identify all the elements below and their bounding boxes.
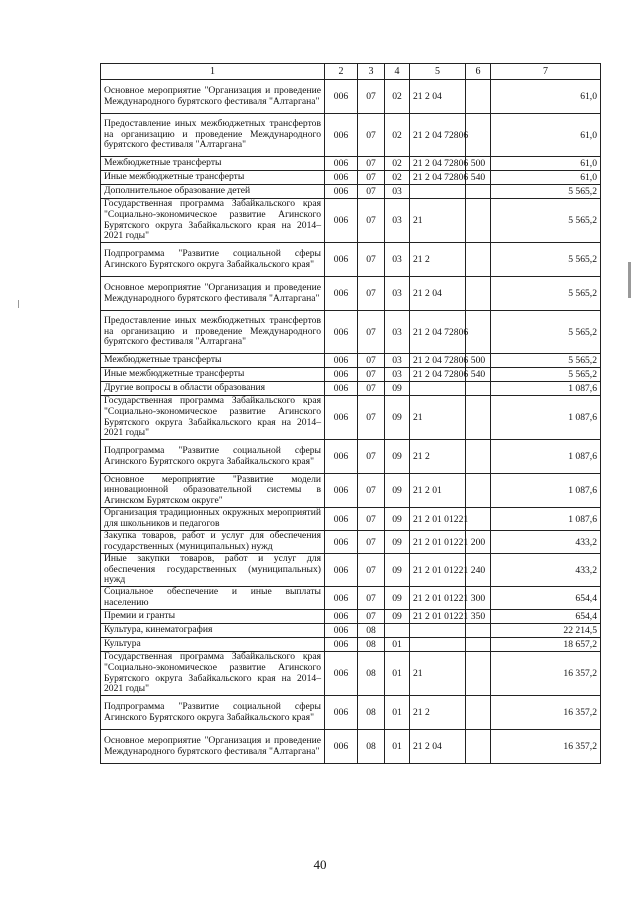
row-c5-cell: 21 2 (410, 440, 466, 474)
table-row (101, 610, 601, 624)
row-name-cell: Другие вопросы в области образования (101, 382, 325, 396)
row-c7-cell: 5 565,2 (491, 368, 601, 382)
table-row (101, 277, 601, 311)
row-c4-cell: 09 (385, 440, 410, 474)
row-c5-cell: 21 (410, 396, 466, 440)
row-c4-cell: 09 (385, 554, 410, 587)
row-c6-cell (466, 508, 491, 531)
row-name-cell: Основное мероприятие "Организация и проведение Международного бурятского фестиваля "Алтаргана" (101, 277, 325, 311)
table-row (101, 508, 601, 531)
row-c2-cell: 006 (325, 157, 358, 171)
row-c5-cell: 21 2 01 01221 (410, 610, 466, 624)
row-c2-cell: 006 (325, 696, 358, 730)
row-c4-cell: 09 (385, 474, 410, 508)
row-c2-cell: 006 (325, 624, 358, 638)
row-c3-cell: 07 (358, 554, 385, 587)
row-name-cell: Культура, кинематография (101, 624, 325, 638)
table-row (101, 171, 601, 185)
row-c7-cell: 433,2 (491, 531, 601, 554)
column-header: 6 (466, 64, 491, 80)
row-c6-cell (466, 440, 491, 474)
table-row (101, 114, 601, 157)
row-c5-cell: 21 2 04 72806 (410, 171, 466, 185)
row-c6-cell: 350 (466, 610, 491, 624)
table-row (101, 311, 601, 354)
row-name-cell: Премии и гранты (101, 610, 325, 624)
row-c7-cell: 433,2 (491, 554, 601, 587)
row-c3-cell: 07 (358, 80, 385, 114)
row-c7-cell: 1 087,6 (491, 508, 601, 531)
row-name-cell: Иные межбюджетные трансферты (101, 171, 325, 185)
row-c6-cell (466, 277, 491, 311)
row-c5-cell: 21 2 01 01221 (410, 531, 466, 554)
row-c7-cell: 16 357,2 (491, 730, 601, 764)
row-c5-cell: 21 2 04 72806 (410, 354, 466, 368)
row-c6-cell (466, 652, 491, 696)
row-c3-cell: 07 (358, 185, 385, 199)
row-c3-cell: 07 (358, 474, 385, 508)
row-name-cell: Культура (101, 638, 325, 652)
row-c3-cell: 07 (358, 277, 385, 311)
row-c4-cell: 03 (385, 199, 410, 243)
row-name-cell: Подпрограмма "Развитие социальной сферы Агинского Бурятского округа Забайкальского края" (101, 696, 325, 730)
row-c5-cell: 21 2 04 72806 (410, 114, 466, 157)
row-c2-cell: 006 (325, 652, 358, 696)
row-c6-cell (466, 243, 491, 277)
row-c3-cell: 07 (358, 354, 385, 368)
row-c3-cell: 08 (358, 638, 385, 652)
row-name-cell: Государственная программа Забайкальского края "Социально-экономическое развитие Агинского Бурятского округа Забайкальского края на 2014–2021 годы" (101, 652, 325, 696)
row-name-cell: Иные межбюджетные трансферты (101, 368, 325, 382)
row-name-cell: Подпрограмма "Развитие социальной сферы Агинского Бурятского округа Забайкальского края" (101, 243, 325, 277)
row-c7-cell: 5 565,2 (491, 185, 601, 199)
row-c6-cell (466, 311, 491, 354)
row-c2-cell: 006 (325, 185, 358, 199)
table-row (101, 185, 601, 199)
row-c6-cell (466, 624, 491, 638)
column-header: 1 (101, 64, 325, 80)
row-c4-cell: 03 (385, 311, 410, 354)
row-name-cell: Предоставление иных межбюджетных трансфертов на организацию и проведение Международного бурятского фестиваля "Алтаргана" (101, 114, 325, 157)
row-c2-cell: 006 (325, 243, 358, 277)
row-c7-cell: 5 565,2 (491, 354, 601, 368)
row-c4-cell: 01 (385, 730, 410, 764)
row-c4-cell: 09 (385, 587, 410, 610)
row-c5-cell: 21 2 01 01221 (410, 554, 466, 587)
row-c5-cell: 21 (410, 199, 466, 243)
row-c6-cell: 500 (466, 157, 491, 171)
table-row (101, 624, 601, 638)
row-c5-cell (410, 382, 466, 396)
row-c7-cell: 5 565,2 (491, 199, 601, 243)
row-c5-cell: 21 (410, 652, 466, 696)
row-c4-cell: 09 (385, 396, 410, 440)
row-c3-cell: 07 (358, 587, 385, 610)
column-header: 5 (410, 64, 466, 80)
row-c3-cell: 07 (358, 382, 385, 396)
row-c3-cell: 07 (358, 243, 385, 277)
row-name-cell: Государственная программа Забайкальского края "Социально-экономическое развитие Агинского Бурятского округа Забайкальского края на 2014–2021 годы" (101, 396, 325, 440)
row-c5-cell: 21 2 04 72806 (410, 157, 466, 171)
column-header: 3 (358, 64, 385, 80)
table-row (101, 382, 601, 396)
row-c7-cell: 1 087,6 (491, 396, 601, 440)
row-c2-cell: 006 (325, 554, 358, 587)
row-c3-cell: 07 (358, 610, 385, 624)
row-c3-cell: 07 (358, 157, 385, 171)
row-c2-cell: 006 (325, 114, 358, 157)
row-c2-cell: 006 (325, 508, 358, 531)
row-c4-cell: 02 (385, 157, 410, 171)
row-c2-cell: 006 (325, 382, 358, 396)
row-c5-cell (410, 638, 466, 652)
row-c4-cell (385, 624, 410, 638)
table-row (101, 531, 601, 554)
row-c7-cell: 61,0 (491, 171, 601, 185)
table-row (101, 199, 601, 243)
row-c2-cell: 006 (325, 440, 358, 474)
row-c5-cell: 21 2 04 (410, 277, 466, 311)
row-c6-cell (466, 696, 491, 730)
row-c3-cell: 08 (358, 696, 385, 730)
table-row (101, 157, 601, 171)
row-c2-cell: 006 (325, 80, 358, 114)
row-c7-cell: 61,0 (491, 114, 601, 157)
row-c3-cell: 07 (358, 508, 385, 531)
row-c3-cell: 07 (358, 114, 385, 157)
row-c2-cell: 006 (325, 474, 358, 508)
row-c2-cell: 006 (325, 610, 358, 624)
row-c6-cell: 200 (466, 531, 491, 554)
row-c3-cell: 07 (358, 199, 385, 243)
row-c4-cell: 03 (385, 368, 410, 382)
row-name-cell: Закупка товаров, работ и услуг для обеспечения государственных (муниципальных) нужд (101, 531, 325, 554)
row-c6-cell: 300 (466, 587, 491, 610)
row-c7-cell: 5 565,2 (491, 277, 601, 311)
row-name-cell: Социальное обеспечение и иные выплаты населению (101, 587, 325, 610)
row-c4-cell: 03 (385, 354, 410, 368)
row-name-cell: Предоставление иных межбюджетных трансфертов на организацию и проведение Международного бурятского фестиваля "Алтаргана" (101, 311, 325, 354)
row-c2-cell: 006 (325, 277, 358, 311)
row-c5-cell: 21 2 (410, 696, 466, 730)
row-name-cell: Основное мероприятие "Организация и проведение Международного бурятского фестиваля "Алтаргана" (101, 80, 325, 114)
row-c2-cell: 006 (325, 396, 358, 440)
row-c7-cell: 61,0 (491, 80, 601, 114)
table-row (101, 638, 601, 652)
row-c4-cell: 02 (385, 171, 410, 185)
row-c3-cell: 07 (358, 368, 385, 382)
row-c2-cell: 006 (325, 171, 358, 185)
row-c2-cell: 006 (325, 354, 358, 368)
row-name-cell: Межбюджетные трансферты (101, 354, 325, 368)
row-c4-cell: 09 (385, 382, 410, 396)
row-c7-cell: 18 657,2 (491, 638, 601, 652)
table-row (101, 80, 601, 114)
row-c5-cell: 21 2 04 (410, 730, 466, 764)
row-c6-cell: 540 (466, 171, 491, 185)
scan-mark (18, 300, 19, 308)
row-c6-cell (466, 638, 491, 652)
row-c5-cell: 21 2 01 (410, 474, 466, 508)
row-c4-cell: 09 (385, 508, 410, 531)
row-c2-cell: 006 (325, 199, 358, 243)
row-c5-cell: 21 2 01 01221 (410, 587, 466, 610)
row-name-cell: Иные закупки товаров, работ и услуг для обеспечения государственных (муниципальных) нужд (101, 554, 325, 587)
column-header: 2 (325, 64, 358, 80)
scan-mark (628, 262, 631, 298)
row-c3-cell: 08 (358, 730, 385, 764)
row-c2-cell: 006 (325, 368, 358, 382)
row-c3-cell: 07 (358, 531, 385, 554)
row-c4-cell: 09 (385, 610, 410, 624)
row-c7-cell: 654,4 (491, 587, 601, 610)
row-c4-cell: 01 (385, 696, 410, 730)
row-c6-cell (466, 80, 491, 114)
row-c6-cell: 240 (466, 554, 491, 587)
row-c3-cell: 08 (358, 624, 385, 638)
row-c6-cell (466, 199, 491, 243)
row-c7-cell: 654,4 (491, 610, 601, 624)
row-c7-cell: 16 357,2 (491, 652, 601, 696)
row-name-cell: Межбюджетные трансферты (101, 157, 325, 171)
table-row (101, 730, 601, 764)
row-c7-cell: 22 214,5 (491, 624, 601, 638)
row-c3-cell: 07 (358, 396, 385, 440)
row-c6-cell: 540 (466, 368, 491, 382)
row-c2-cell: 006 (325, 311, 358, 354)
row-name-cell: Дополнительное образование детей (101, 185, 325, 199)
row-c7-cell: 1 087,6 (491, 382, 601, 396)
table-row (101, 554, 601, 587)
row-c7-cell: 16 357,2 (491, 696, 601, 730)
row-c4-cell: 02 (385, 80, 410, 114)
table-row (101, 696, 601, 730)
row-c6-cell (466, 382, 491, 396)
table-row (101, 396, 601, 440)
row-c3-cell: 07 (358, 440, 385, 474)
row-c7-cell: 1 087,6 (491, 474, 601, 508)
table-header-row (101, 64, 601, 80)
row-name-cell: Основное мероприятие "Развитие модели инновационной образовательной системы в Агинском Бурятском округе" (101, 474, 325, 508)
row-c7-cell: 5 565,2 (491, 243, 601, 277)
row-name-cell: Основное мероприятие "Организация и проведение Международного бурятского фестиваля "Алтаргана" (101, 730, 325, 764)
row-c6-cell (466, 396, 491, 440)
row-c4-cell: 02 (385, 114, 410, 157)
row-c3-cell: 07 (358, 311, 385, 354)
row-c2-cell: 006 (325, 531, 358, 554)
row-c7-cell: 5 565,2 (491, 311, 601, 354)
row-c4-cell: 03 (385, 277, 410, 311)
row-c7-cell: 61,0 (491, 157, 601, 171)
row-c5-cell: 21 2 (410, 243, 466, 277)
row-c5-cell (410, 185, 466, 199)
row-c6-cell (466, 185, 491, 199)
table-row (101, 354, 601, 368)
column-header: 7 (491, 64, 601, 80)
table-row (101, 440, 601, 474)
row-c4-cell: 03 (385, 185, 410, 199)
row-c4-cell: 03 (385, 243, 410, 277)
row-c5-cell: 21 2 04 72806 (410, 368, 466, 382)
table-row (101, 652, 601, 696)
table-row (101, 474, 601, 508)
row-c6-cell (466, 114, 491, 157)
table-row (101, 368, 601, 382)
table-row (101, 587, 601, 610)
row-c3-cell: 08 (358, 652, 385, 696)
row-c5-cell (410, 624, 466, 638)
row-c5-cell: 21 2 01 01221 (410, 508, 466, 531)
row-c6-cell: 500 (466, 354, 491, 368)
row-c3-cell: 07 (358, 171, 385, 185)
row-c5-cell: 21 2 04 72806 (410, 311, 466, 354)
row-c6-cell (466, 730, 491, 764)
row-c2-cell: 006 (325, 638, 358, 652)
page-number: 40 (313, 857, 327, 872)
row-c7-cell: 1 087,6 (491, 440, 601, 474)
row-c2-cell: 006 (325, 730, 358, 764)
row-c4-cell: 09 (385, 531, 410, 554)
row-c2-cell: 006 (325, 587, 358, 610)
budget-table (100, 63, 601, 764)
column-header: 4 (385, 64, 410, 80)
row-name-cell: Подпрограмма "Развитие социальной сферы Агинского Бурятского округа Забайкальского края" (101, 440, 325, 474)
row-name-cell: Государственная программа Забайкальского края "Социально-экономическое развитие Агинского Бурятского округа Забайкальского края на 2014–2021 годы" (101, 199, 325, 243)
table-row (101, 243, 601, 277)
row-c4-cell: 01 (385, 652, 410, 696)
row-c5-cell: 21 2 04 (410, 80, 466, 114)
row-c6-cell (466, 474, 491, 508)
row-name-cell: Организация традиционных окружных мероприятий для школьников и педагогов (101, 508, 325, 531)
row-c4-cell: 01 (385, 638, 410, 652)
